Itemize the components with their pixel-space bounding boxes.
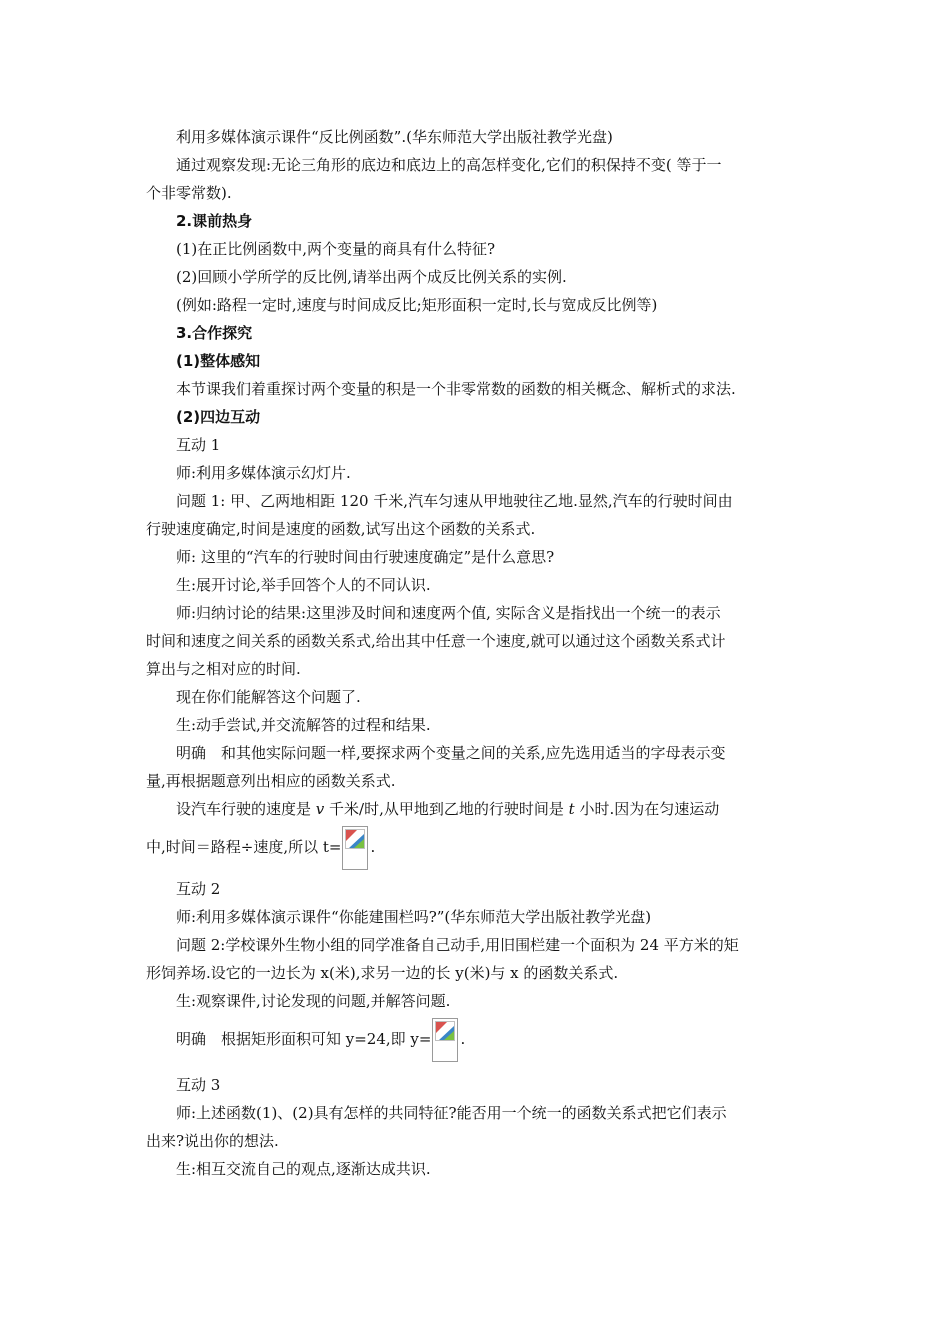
paragraph-line: 师:归纳讨论的结果:这里涉及时间和速度两个值, 实际含义是指找出一个统一的表示 [176,604,721,622]
paragraph-line: (2)回顾小学所学的反比例,请举出两个成反比例关系的实例. [176,268,567,286]
paragraph-line: 问题 2:学校课外生物小组的同学准备自己动手,用旧围栏建一个面积为 24 平方米的矩 [176,936,739,954]
paragraph-line: 算出与之相对应的时间. [146,660,301,678]
paragraph-line: 形饲养场.设它的一边长为 x(米),求另一边的长 y(米)与 x 的函数关系式. [146,964,619,982]
paragraph-line: 生:动手尝试,并交流解答的过程和结果. [176,716,431,734]
variable-t: t [568,800,575,818]
paragraph-line: (1)在正比例函数中,两个变量的商具有什么特征? [176,240,496,258]
interaction-label: 互动 3 [176,1076,221,1094]
paragraph-line [146,823,375,871]
paragraph-line: 时间和速度之间关系的函数关系式,给出其中任意一个速度,就可以通过这个函数关系式计 [146,632,726,650]
paragraph-line: 生:相互交流自己的观点,逐渐达成共识. [176,1160,431,1178]
paragraph-line: 生:展开讨论,举手回答个人的不同认识. [176,576,431,594]
subsection-heading: (1)整体感知 [176,352,261,370]
text-run: 明确 根据矩形面积可知 y=24,即 y= [176,1030,432,1048]
paragraph-line: 个非零常数). [146,184,232,202]
paragraph-line [176,1015,465,1063]
paragraph-line: 师:利用多媒体演示课件“你能建围栏吗?”(华东师范大学出版社教学光盘) [176,908,652,926]
paragraph-line: 明确 和其他实际问题一样,要探求两个变量之间的关系,应先选用适当的字母表示变 [176,744,726,762]
section-heading: 3.合作探究 [176,324,253,342]
text-run: 千米/时,从甲地到乙地的行驶时间是 [324,800,569,818]
paragraph-line: 通过观察发现:无论三角形的底边和底边上的高怎样变化,它们的积保持不变( 等于一 [176,156,722,174]
paragraph-line: 利用多媒体演示课件“反比例函数”.(华东师范大学出版社教学光盘) [176,128,613,146]
paragraph-line: 量,再根据题意列出相应的函数关系式. [146,772,396,790]
interaction-label: 互动 2 [176,880,221,898]
broken-image-icon [432,1018,458,1062]
paragraph-line [176,799,719,819]
paragraph-line: 行驶速度确定,时间是速度的函数,试写出这个函数的关系式. [146,520,536,538]
text-run: . [460,1030,466,1048]
broken-image-icon [342,826,368,870]
section-heading: 2.课前热身 [176,212,253,230]
text-run: . [370,838,376,856]
paragraph-line: (例如:路程一定时,速度与时间成反比;矩形面积一定时,长与宽成反比例等) [176,296,658,314]
paragraph-line: 本节课我们着重探讨两个变量的积是一个非零常数的函数的相关概念、解析式的求法. [176,380,736,398]
paragraph-line: 师:上述函数(1)、(2)具有怎样的共同特征?能否用一个统一的函数关系式把它们表示 [176,1104,727,1122]
paragraph-line: 师:利用多媒体演示幻灯片. [176,464,351,482]
paragraph-line: 生:观察课件,讨论发现的问题,并解答问题. [176,992,451,1010]
interaction-label: 互动 1 [176,436,221,454]
paragraph-line: 问题 1: 甲、乙两地相距 120 千米,汽车匀速从甲地驶往乙地.显然,汽车的行驶时间由 [176,492,733,510]
text-run: 小时.因为在匀速运动 [574,800,720,818]
paragraph-line: 出来?说出你的想法. [146,1132,279,1150]
paragraph-line: 现在你们能解答这个问题了. [176,688,361,706]
text-run: 中,时间＝路程÷速度,所以 t= [146,838,342,856]
subsection-heading: (2)四边互动 [176,408,261,426]
variable-v: v [315,800,325,818]
text-run: 设汽车行驶的速度是 [176,800,316,818]
paragraph-line: 师: 这里的“汽车的行驶时间由行驶速度确定”是什么意思? [176,548,555,566]
